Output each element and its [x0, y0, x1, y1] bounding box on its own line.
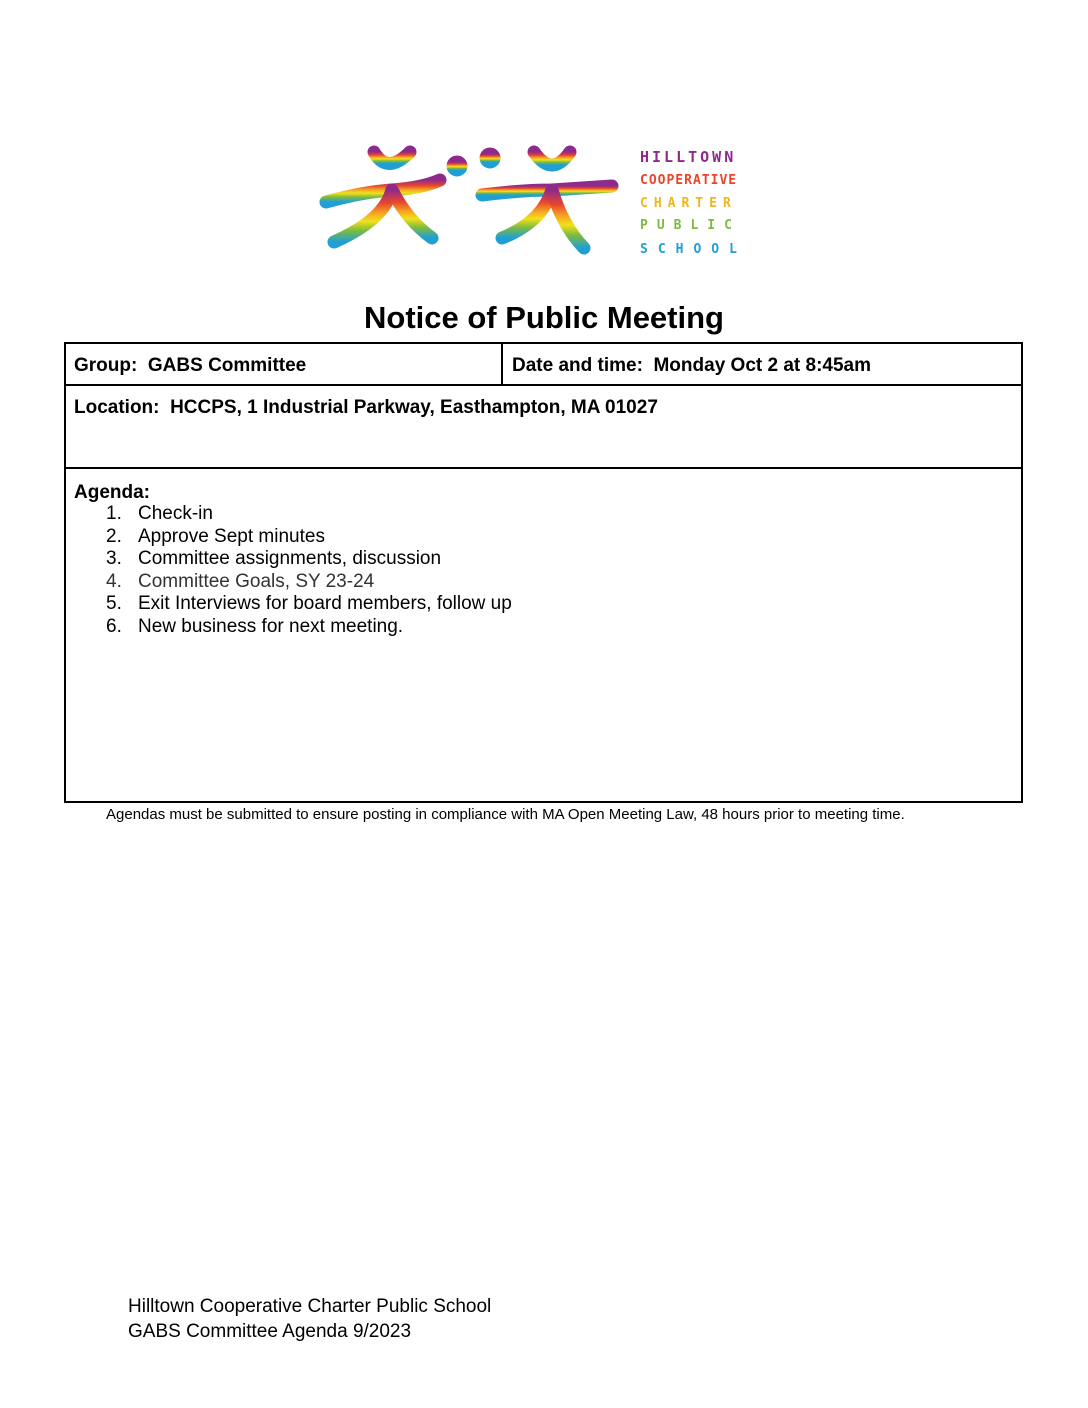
agenda-section — [66, 469, 1021, 801]
group-cell — [66, 344, 503, 384]
page-title: Notice of Public Meeting — [364, 300, 724, 335]
figures-icon — [326, 152, 612, 248]
datetime-cell — [503, 344, 1021, 384]
footer-school-name: Hilltown Cooperative Charter Public School — [128, 1296, 492, 1317]
location-row — [66, 386, 1021, 469]
location-value: HCCPS, 1 Industrial Parkway, Easthampton, MA 01027 — [170, 397, 658, 418]
school-logo — [312, 140, 782, 266]
agenda-heading: Agenda: — [74, 482, 150, 503]
compliance-note: Agendas must be submitted to ensure posting in compliance with MA Open Meeting Law, 48 hours prior to meeting time. — [106, 806, 905, 823]
list-item: 6. New business for next meeting. — [106, 615, 404, 637]
list-item: 5. Exit Interviews for board members, follow up — [106, 593, 512, 615]
datetime-label: Date and time: — [512, 355, 643, 376]
list-item: 2. Approve Sept minutes — [106, 525, 325, 547]
header-row — [66, 344, 1021, 386]
list-item: 4. Committee Goals, SY 23-24 — [106, 570, 375, 592]
logo-line-2: COOPERATIVE — [640, 173, 738, 188]
datetime-value: Monday Oct 2 at 8:45am — [653, 355, 872, 376]
meeting-form — [64, 342, 1023, 803]
group-value: GABS Committee — [147, 355, 307, 376]
logo-line-3: CHARTER — [640, 196, 737, 211]
footer-document-name: GABS Committee Agenda 9/2023 — [128, 1321, 412, 1342]
list-item: 3. Committee assignments, discussion — [106, 548, 442, 570]
logo-line-1: HILLTOWN — [640, 148, 737, 166]
logo-line-4: PUBLIC — [640, 218, 741, 233]
logo-line-5: SCHOOL — [640, 242, 747, 257]
page-footer — [128, 1294, 491, 1344]
location-label: Location: — [74, 397, 160, 418]
list-item: 1. Check-in — [106, 503, 213, 524]
group-label: Group: — [74, 355, 138, 376]
agenda-list — [106, 503, 512, 639]
